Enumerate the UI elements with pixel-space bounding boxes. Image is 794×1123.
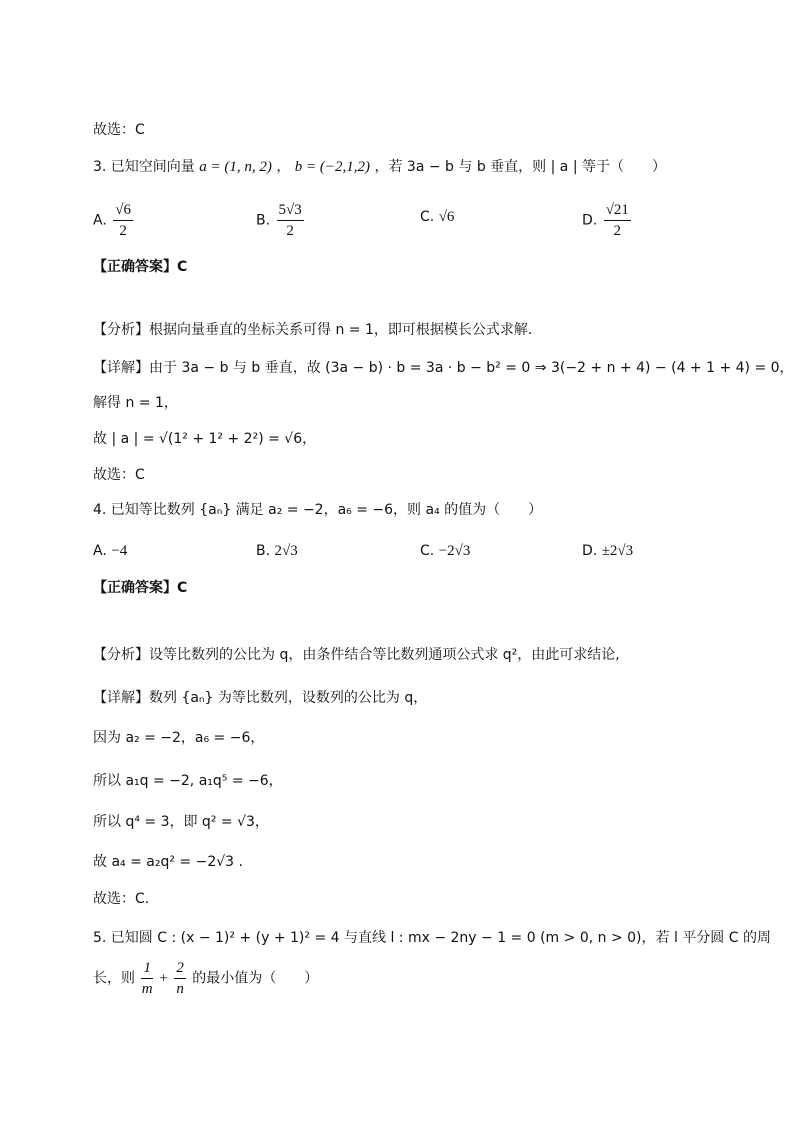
q3-option-c-letter: C. (420, 209, 435, 225)
q3-option-a-letter: A. (93, 212, 107, 229)
q3-modulus: 故 | a | = √(1² + 1² + 2²) = √6， (93, 431, 317, 447)
q4-step3: 所以 q⁴ = 3，即 q² = √3， (93, 814, 269, 830)
q5-fraction-2 (174, 958, 186, 999)
q5-stem-line1: 5. 已知圆 C : (x − 1)² + (y + 1)² = 4 与直线 l : mx − 2ny − 1 = 0 (m > 0, n > 0)，若 l 平分圆 C 的周 (93, 930, 771, 946)
q4-option-a-text: −4 (111, 543, 128, 559)
q5-stem-line2-suffix: 的最小值为（ ） (192, 970, 319, 987)
q4-option-c (420, 541, 470, 561)
q5-fraction-1-den: m (141, 981, 153, 997)
q4-option-c-letter: C. (420, 543, 435, 559)
q4-stem: 4. 已知等比数列 {aₙ} 满足 a₂ = −2，a₆ = −6，则 a₄ 的值为（ ） (93, 502, 543, 518)
top-conclusion: 故选：C (93, 122, 145, 138)
q3-option-d-num: √21 (604, 200, 631, 221)
q4-option-d-text: ±2√3 (601, 543, 634, 559)
q5-plus: + (159, 970, 168, 987)
q4-option-b-text: 2√3 (274, 543, 298, 559)
q3-conclusion: 故选：C (93, 467, 145, 483)
q5-stem-line2-prefix: 长，则 (93, 970, 135, 987)
q4-step4: 故 a₄ = a₂q² = −2√3 . (93, 854, 243, 870)
q3-a-def: a = (1, n, 2) (199, 159, 272, 175)
q3-option-d (582, 200, 633, 241)
q4-answer: 【正确答案】C (93, 580, 188, 596)
q4-option-a (93, 541, 127, 561)
q3-analysis: 【分析】根据向量垂直的坐标关系可得 n = 1，即可根据模长公式求解. (93, 322, 533, 338)
q4-option-b-letter: B. (256, 543, 271, 559)
q4-step1: 因为 a₂ = −2，a₆ = −6， (93, 730, 265, 746)
q4-detail: 【详解】数列 {aₙ} 为等比数列，设数列的公比为 q， (93, 690, 428, 706)
q5-fraction-2-den: n (176, 981, 184, 997)
q3-option-c-text: √6 (438, 209, 455, 225)
q3-sep: ， (276, 159, 291, 175)
q3-condition: ，若 3a − b 与 b 垂直，则 | a | 等于（ ） (374, 159, 666, 175)
q4-option-b (256, 541, 298, 561)
q4-analysis: 【分析】设等比数列的公比为 q，由条件结合等比数列通项公式求 q²，由此可求结论, (93, 647, 620, 663)
q3-option-a (93, 200, 135, 241)
q3-option-a-fraction (113, 200, 133, 241)
q3-option-b (256, 200, 306, 241)
q3-option-a-den: 2 (119, 223, 127, 239)
q3-option-d-den: 2 (613, 223, 622, 239)
q4-option-a-letter: A. (93, 543, 107, 559)
q3-option-b-den: 2 (286, 223, 294, 239)
q3-b-def: b = (−2,1,2) (294, 159, 371, 175)
q3-detail: 【详解】由于 3a − b 与 b 垂直，故 (3a − b) · b = 3a · b − b² = 0 ⇒ 3(−2 + n + 4) − (4 + 1 + 4) = 0， (93, 360, 794, 376)
q4-conclusion: 故选：C. (93, 891, 150, 907)
q3-solve: 解得 n = 1， (93, 395, 178, 411)
q3-option-a-num: √6 (113, 200, 133, 221)
q4-option-c-text: −2√3 (438, 543, 471, 559)
q5-fraction-2-num: 2 (174, 958, 186, 979)
q4-option-d (582, 541, 633, 561)
q3-option-d-letter: D. (582, 212, 598, 229)
q5-fraction-1 (141, 958, 153, 999)
q5-fraction-1-num: 1 (141, 958, 153, 979)
q3-answer: 【正确答案】C (93, 259, 188, 275)
q3-stem (93, 157, 666, 177)
q3-option-b-num: 5√3 (277, 200, 304, 221)
q3-stem-prefix: 3. 已知空间向量 (93, 159, 195, 175)
q4-option-d-letter: D. (582, 543, 598, 559)
q4-step2: 所以 a₁q = −2, a₁q⁵ = −6， (93, 773, 283, 789)
q3-option-c (420, 207, 454, 227)
q3-option-d-fraction (604, 200, 631, 241)
q3-option-b-letter: B. (256, 212, 271, 229)
q3-option-b-fraction (277, 200, 304, 241)
q5-stem-line2 (93, 958, 318, 999)
